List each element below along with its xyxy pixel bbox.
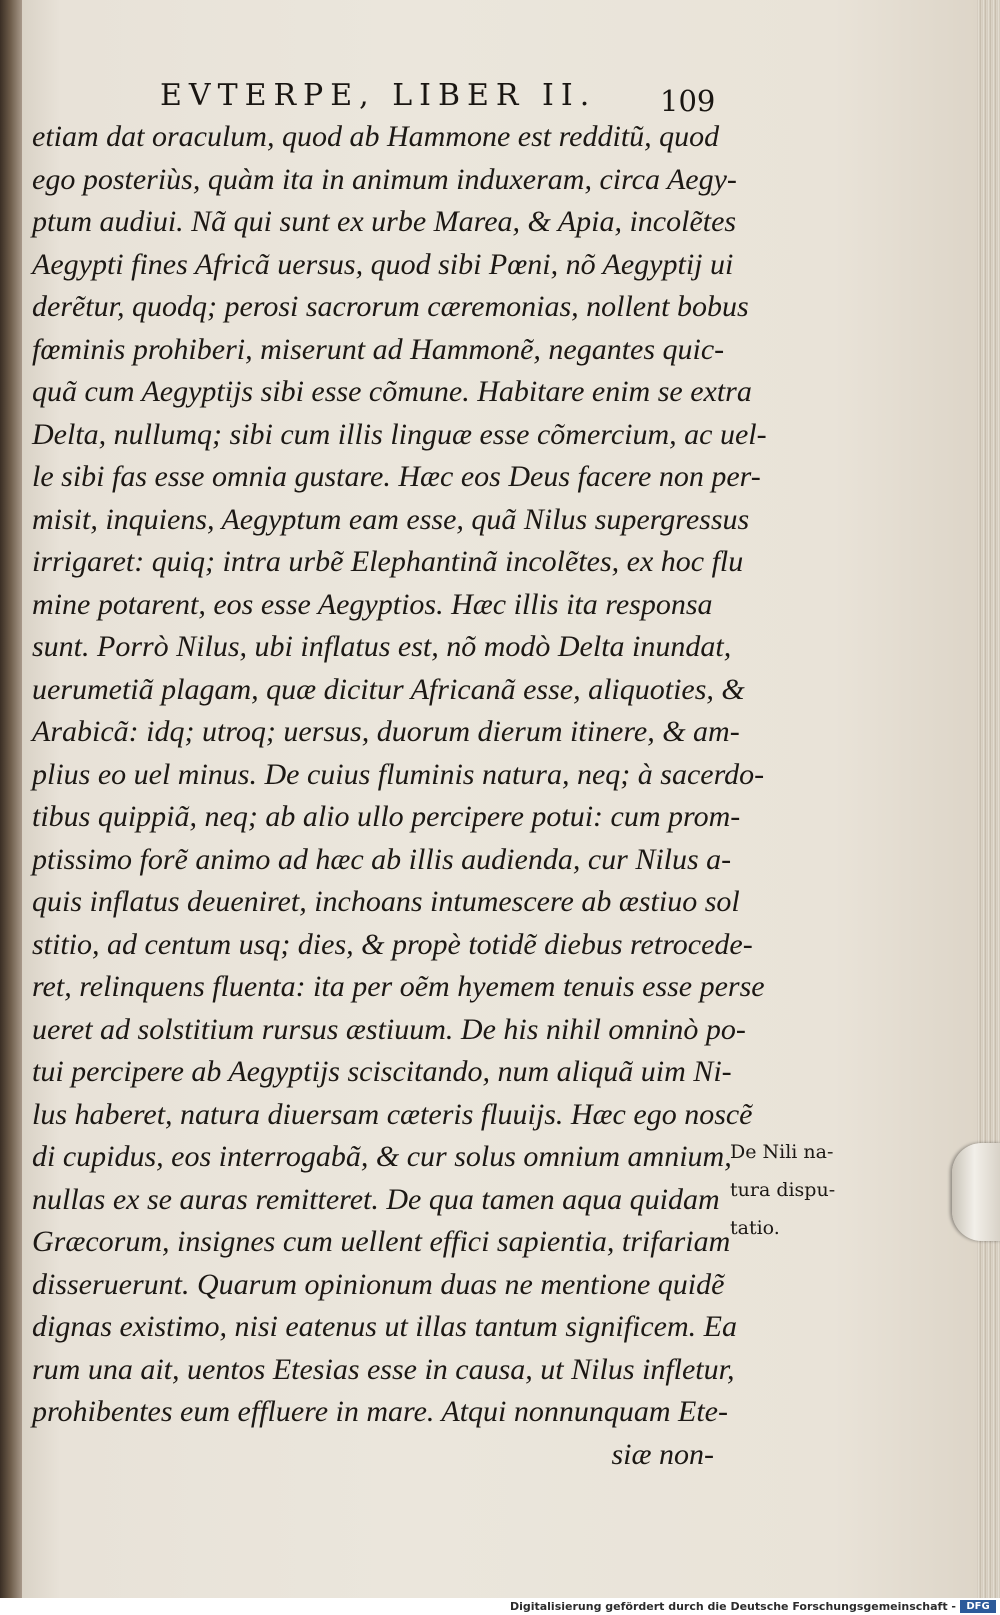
text-line: le sibi fas esse omnia gustare. Hæc eos Deus facere non per-: [32, 460, 761, 493]
digitization-credit: Digitalisierung gefördert durch die Deutsche Forschungsgemeinschaft -: [509, 1600, 956, 1613]
text-line: fœminis prohiberi, miserunt ad Hammonẽ, negantes quic-: [32, 332, 725, 366]
text-line: ptissimo forẽ animo ad hæc ab illis audienda, cur Nilus a-: [32, 842, 732, 876]
marginal-note-line: tura dispu-: [730, 1179, 836, 1201]
text-line: Arabicã: idq; utroq; uersus, duorum dierum itinere, & am-: [32, 715, 740, 748]
text-line: tui percipere ab Aegyptijs sciscitando, num aliquã uim Ni-: [32, 1055, 732, 1088]
text-line: irrigaret: quiq; intra urbẽ Elephantinã incolẽtes, ex hoc flu: [32, 545, 744, 578]
text-line: stitio, ad centum usq; dies, & propè totidẽ diebus retrocede-: [32, 927, 753, 961]
text-line: sunt. Porrò Nilus, ubi inflatus est, nõ modò Delta inundat,: [32, 630, 732, 663]
text-line: Aegypti fines Africã uersus, quod sibi Pœni, nõ Aegyptij ui: [32, 247, 734, 281]
text-line: Delta, nullumq; sibi cum illis linguæ esse cõmercium, ac uel-: [32, 417, 767, 451]
text-line: derẽtur, quodq; perosi sacrorum cæremonias, nollent bobus: [32, 290, 749, 323]
text-line: ego posteriùs, quàm ita in animum induxeram, circa Aegy-: [32, 162, 737, 196]
text-line: di cupidus, eos interrogabã, & cur solus omnium amnium,: [32, 1140, 732, 1173]
text-line: quis inflatus deueniret, inchoans intumescere ab æstiuo sol: [32, 885, 740, 918]
text-line: misit, inquiens, Aegyptum eam esse, quã Nilus supergressus: [32, 502, 750, 536]
text-line: plius eo uel minus. De cuius fluminis natura, neq; à sacerdo-: [32, 757, 765, 791]
text-line: mine potarent, eos esse Aegyptios. Hæc illis ita responsa: [32, 587, 713, 621]
text-line: dignas existimo, nisi eatenus ut illas tantum significem. Ea: [32, 1310, 737, 1343]
book-spine: [0, 0, 22, 1600]
catchword: siæ non-: [611, 1437, 714, 1471]
text-line: ret, relinquens fluenta: ita per oẽm hyemem tenuis esse perse: [32, 970, 765, 1003]
running-title: EVTERPE, LIBER II.: [160, 78, 597, 113]
text-line: Græcorum, insignes cum uellent effici sapientia, trifariam: [32, 1225, 731, 1258]
text-line: ptum audiui. Nã qui sunt ex urbe Marea, & Apia, incolẽtes: [32, 205, 737, 238]
marginal-note-line: De Nili na-: [730, 1141, 834, 1163]
marginal-note: [730, 1133, 875, 1247]
page-tab: [952, 1143, 1000, 1241]
text-line: rum una ait, uentos Etesias esse in causa, ut Nilus infletur,: [32, 1352, 735, 1386]
text-line: lus haberet, natura diuersam cæteris fluuijs. Hæc ego noscẽ: [32, 1097, 753, 1131]
fore-edge: [977, 0, 1000, 1598]
marginal-note-line: tatio.: [730, 1217, 780, 1239]
text-line: prohibentes eum effluere in mare. Atqui nonnunquam Ete-: [32, 1395, 728, 1428]
dfg-logo: DFG: [960, 1600, 996, 1613]
text-line: etiam dat oraculum, quod ab Hammone est redditũ, quod: [32, 120, 720, 153]
text-line: nullas ex se auras remitteret. De qua tamen aqua quidam: [32, 1182, 720, 1216]
text-line: quã cum Aegyptijs sibi esse cõmune. Habitare enim se extra: [32, 375, 752, 408]
text-line: ueret ad solstitium rursus æstiuum. De his nihil omninò po-: [32, 1012, 746, 1046]
text-line: uerumetiã plagam, quæ dicitur Africanã esse, aliquoties, &: [32, 672, 745, 706]
page-number: 109: [660, 84, 716, 118]
text-line: tibus quippiã, neq; ab alio ullo percipere potui: cum prom-: [32, 800, 741, 833]
text-line: disseruerunt. Quarum opinionum duas ne mentione quidẽ: [32, 1267, 725, 1301]
